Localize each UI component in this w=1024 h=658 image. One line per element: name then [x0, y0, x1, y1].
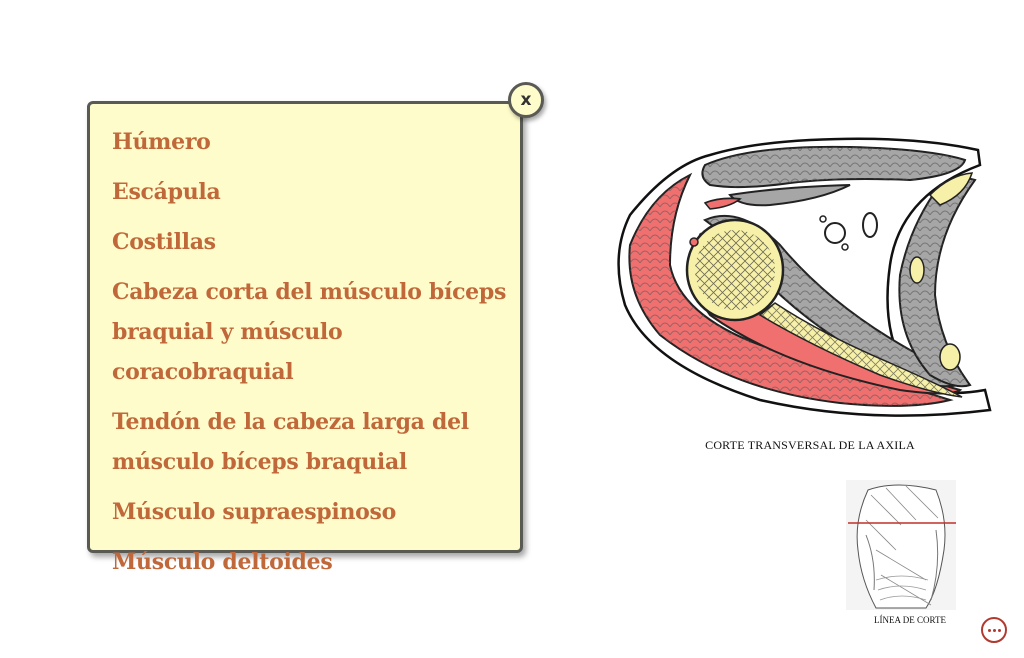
figure-caption: CORTE TRANSVERSAL DE LA AXILA	[705, 438, 915, 452]
list-item-humero[interactable]: Húmero	[112, 129, 211, 155]
list-item-deltoides[interactable]: Músculo deltoides	[112, 549, 333, 575]
more-options-button[interactable]	[981, 617, 1007, 643]
axilla-cross-section-figure	[610, 135, 1000, 425]
structure-list	[90, 104, 520, 582]
cut-line-caption: LÍNEA DE CORTE	[874, 615, 946, 625]
list-item-escapula[interactable]: Escápula	[112, 179, 221, 205]
list-item-costillas[interactable]: Costillas	[112, 229, 216, 255]
torso-cut-line-figure	[846, 480, 956, 610]
more-options-icon	[988, 629, 991, 632]
list-item-supraespinoso[interactable]: Músculo supraespinoso	[112, 499, 396, 525]
close-button[interactable]	[508, 82, 544, 118]
close-icon: x	[520, 90, 532, 110]
list-item-tendon[interactable]: Tendón de la cabeza larga del músculo bíceps braquial	[112, 409, 469, 475]
teres-muscle	[730, 185, 850, 205]
list-item-cabeza-corta[interactable]: Cabeza corta del músculo bíceps braquial y músculo coracobraquial	[112, 279, 507, 385]
structure-list-panel	[87, 101, 523, 575]
